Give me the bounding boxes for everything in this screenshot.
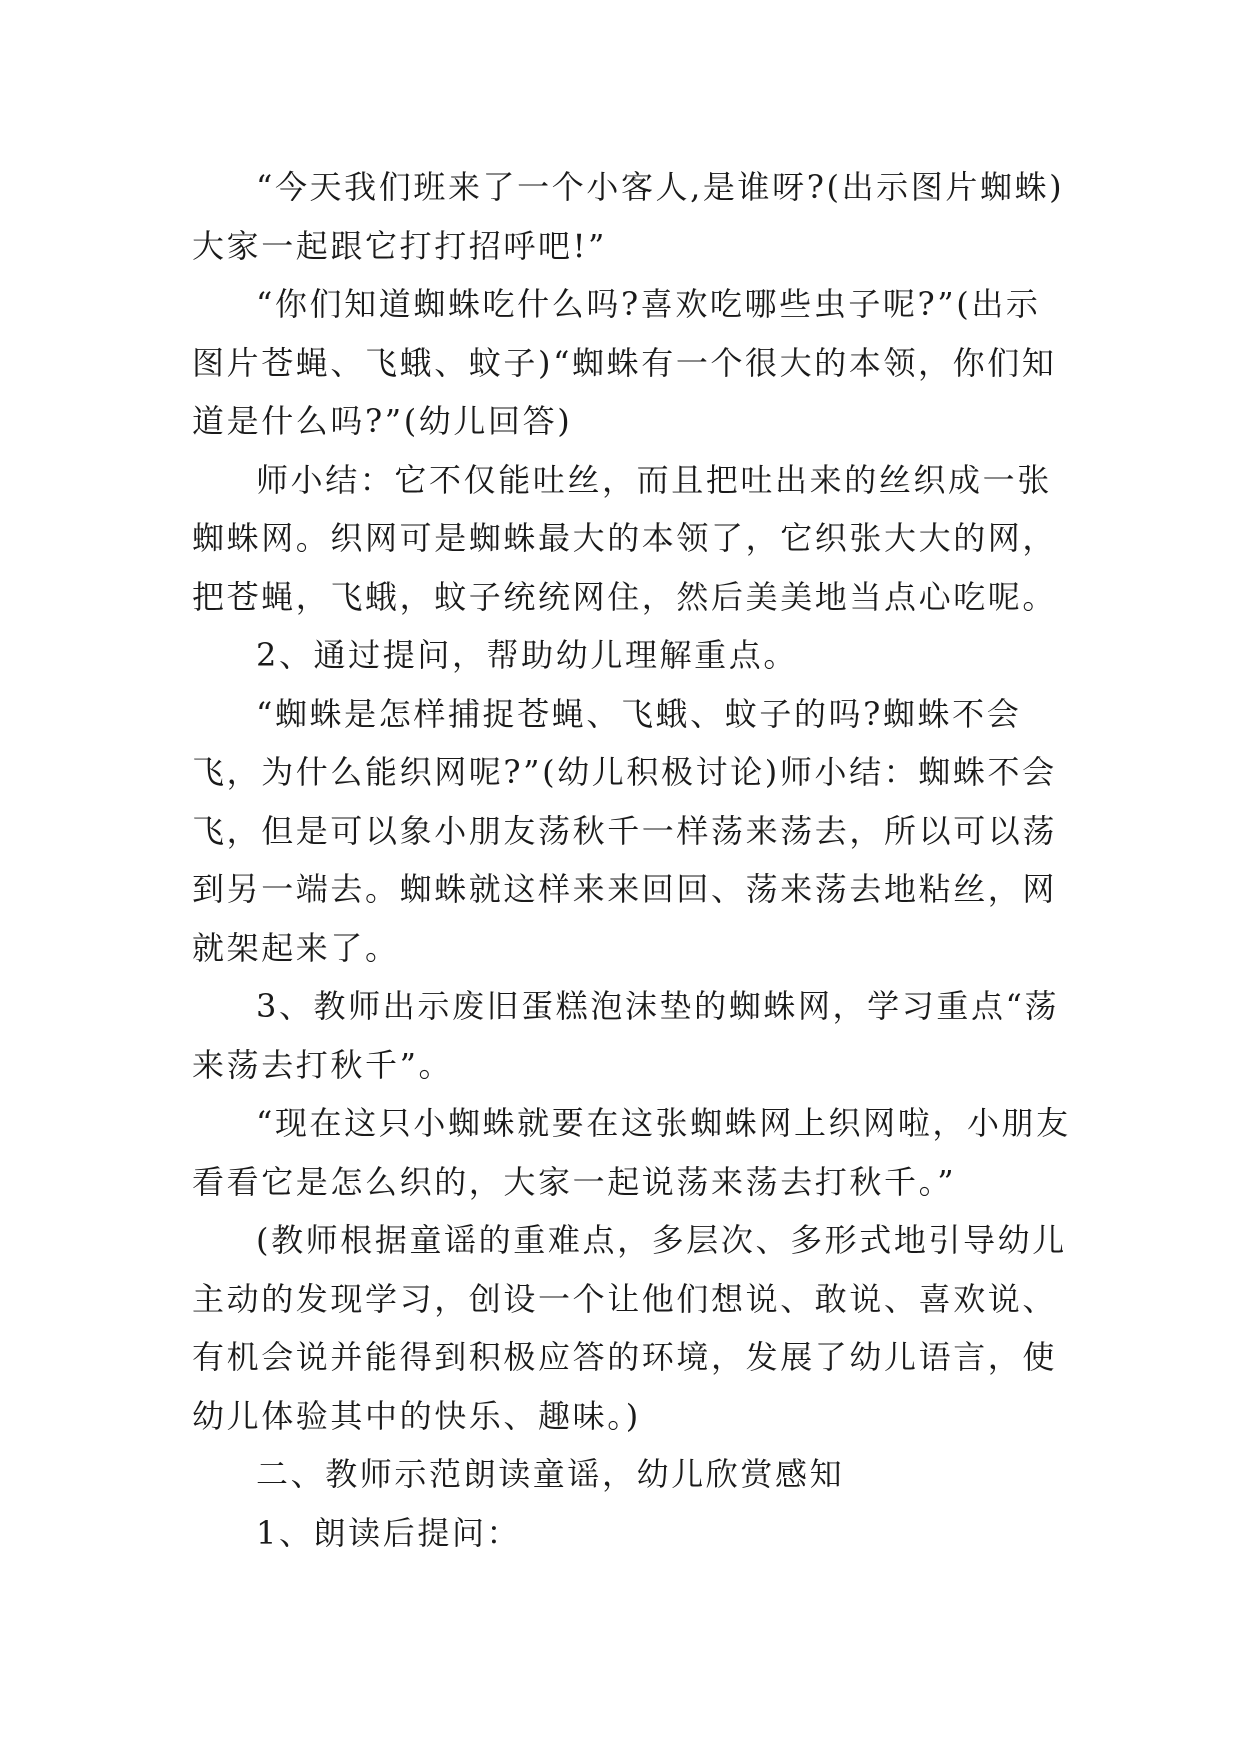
paragraph-step-3-foam-web: 3、教师出示废旧蛋糕泡沫垫的蜘蛛网，学习重点“荡来荡去打秋千”。 — [192, 987, 1060, 1084]
paragraph-step-2-questions: 2、通过提问，帮助幼儿理解重点。 — [256, 636, 798, 674]
paragraph-what-spiders-eat: “你们知道蜘蛛吃什么吗?喜欢吃哪些虫子呢?”(出示图片苍蝇、飞蛾、蚊子)“蜘蛛有一个很大的本领，你们知道是什么吗?”(幼儿回答) — [192, 285, 1057, 440]
paragraph-teacher-summary-web: 师小结：它不仅能吐丝，而且把吐出来的丝织成一张蜘蛛网。织网可是蜘蛛最大的本领了，它织张大大的网，把苍蝇，飞蛾，蚊子统统网住，然后美美地当点心吃呢。 — [192, 460, 1058, 616]
paragraph-greeting-spider: “今天我们班来了一个小客人,是谁呀?(出示图片蜘蛛)大家一起跟它打打招呼吧!” — [192, 168, 1065, 265]
paragraph-section-two-heading: 二、教师示范朗读童谣，幼儿欣赏感知 — [256, 1455, 845, 1493]
paragraph-teacher-note: (教师根据童谣的重难点，多层次、多形式地引导幼儿主动的发现学习，创设一个让他们想说、敢说、喜欢说、有机会说并能得到积极应答的环境，发展了幼儿语言，使幼儿体验其中的快乐、趣味。) — [192, 1221, 1067, 1435]
document-body — [192, 158, 1072, 1562]
paragraph-how-spiders-catch: “蜘蛛是怎样捕捉苍蝇、飞蛾、蚊子的吗?蜘蛛不会飞，为什么能织网呢?”(幼儿积极讨论)师小结：蜘蛛不会飞，但是可以象小朋友荡秋千一样荡来荡去，所以可以荡到另一端去。蜘蛛就这样来来回回、荡来荡去地粘丝，网就架起来了。 — [192, 694, 1058, 967]
paragraph-step-1-questions: 1、朗读后提问： — [256, 1513, 522, 1552]
paragraph-watch-weaving: “现在这只小蜘蛛就要在这张蜘蛛网上织网啦，小朋友看看它是怎么织的，大家一起说荡来荡去打秋千。” — [192, 1104, 1071, 1201]
